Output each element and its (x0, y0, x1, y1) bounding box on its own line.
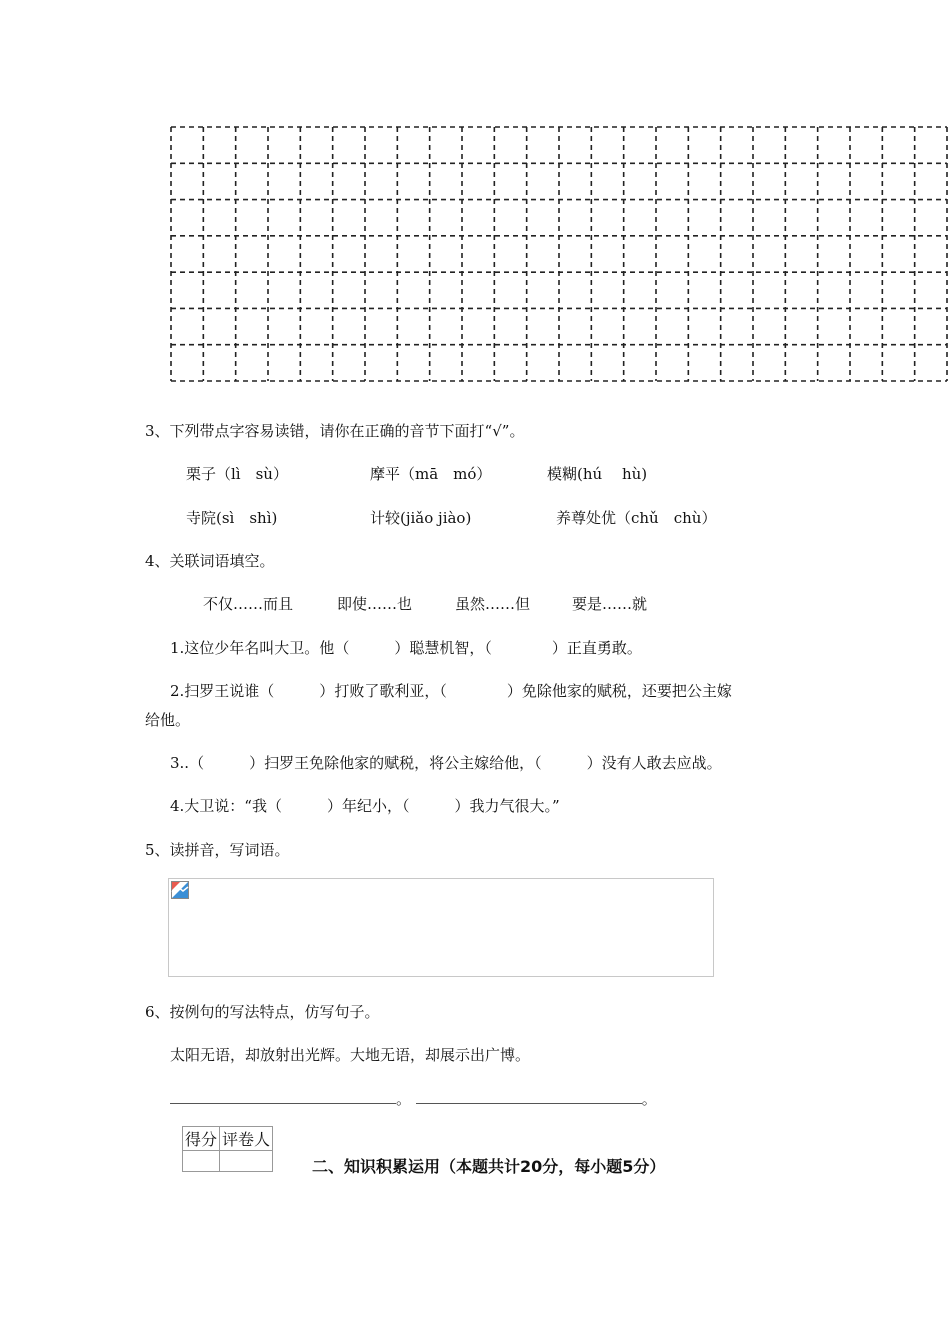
writing-grid[interactable] (170, 126, 948, 382)
broken-image-icon (171, 881, 189, 899)
conjunction-option: 不仅……而且 (203, 595, 294, 613)
section-2-title: 二、知识积累运用（本题共计20分，每小题5分） (312, 1157, 666, 1176)
q3-option[interactable]: 养尊处优（chǔ chù） (556, 509, 717, 527)
q3-option[interactable]: 寺院(sì shì) (186, 509, 278, 527)
question-5-title: 5、读拼音，写词语。 (145, 841, 290, 859)
score-table (182, 1126, 273, 1172)
fill-sentence-2-continued: 给他。 (145, 711, 191, 729)
q3-option[interactable]: 模糊(hú hù) (547, 465, 648, 483)
q3-option[interactable]: 计较(jiǎo jiào) (370, 509, 472, 527)
answer-lines: 。 。 (170, 1088, 657, 1109)
q3-option[interactable]: 栗子（lì sù） (186, 465, 288, 483)
fill-sentence-1[interactable]: 1.这位少年名叫大卫。他（ ）聪慧机智，（ ）正直勇敢。 (170, 639, 642, 657)
score-cell[interactable] (183, 1151, 220, 1172)
fill-sentence-3[interactable]: 3..（ ）扫罗王免除他家的赋税，将公主嫁给他，（ ）没有人敢去应战。 (170, 754, 722, 772)
fill-sentence-2[interactable]: 2.扫罗王说谁（ ）打败了歌利亚，（ ）免除他家的赋税，还要把公主嫁 (170, 682, 732, 700)
question-3-title: 3、下列带点字容易读错，请你在正确的音节下面打“√”。 (145, 422, 525, 440)
question-6-title: 6、按例句的写法特点，仿写句子。 (145, 1003, 380, 1021)
conjunction-option: 即使……也 (337, 595, 413, 613)
pinyin-image-placeholder (168, 878, 714, 977)
fill-sentence-4[interactable]: 4.大卫说：“我（ ）年纪小，（ ）我力气很大。” (170, 797, 560, 815)
q3-option[interactable]: 摩平（mā mó） (370, 465, 492, 483)
grader-header: 评卷人 (220, 1127, 273, 1151)
score-header: 得分 (183, 1127, 220, 1151)
question-4-title: 4、关联词语填空。 (145, 552, 275, 570)
conjunction-option: 要是……就 (572, 595, 648, 613)
conjunction-option: 虽然……但 (455, 595, 531, 613)
example-sentence: 太阳无语，却放射出光辉。大地无语，却展示出广博。 (170, 1046, 531, 1064)
grader-cell[interactable] (220, 1151, 273, 1172)
answer-blank-2[interactable] (416, 1089, 642, 1104)
answer-blank-1[interactable] (170, 1089, 396, 1104)
